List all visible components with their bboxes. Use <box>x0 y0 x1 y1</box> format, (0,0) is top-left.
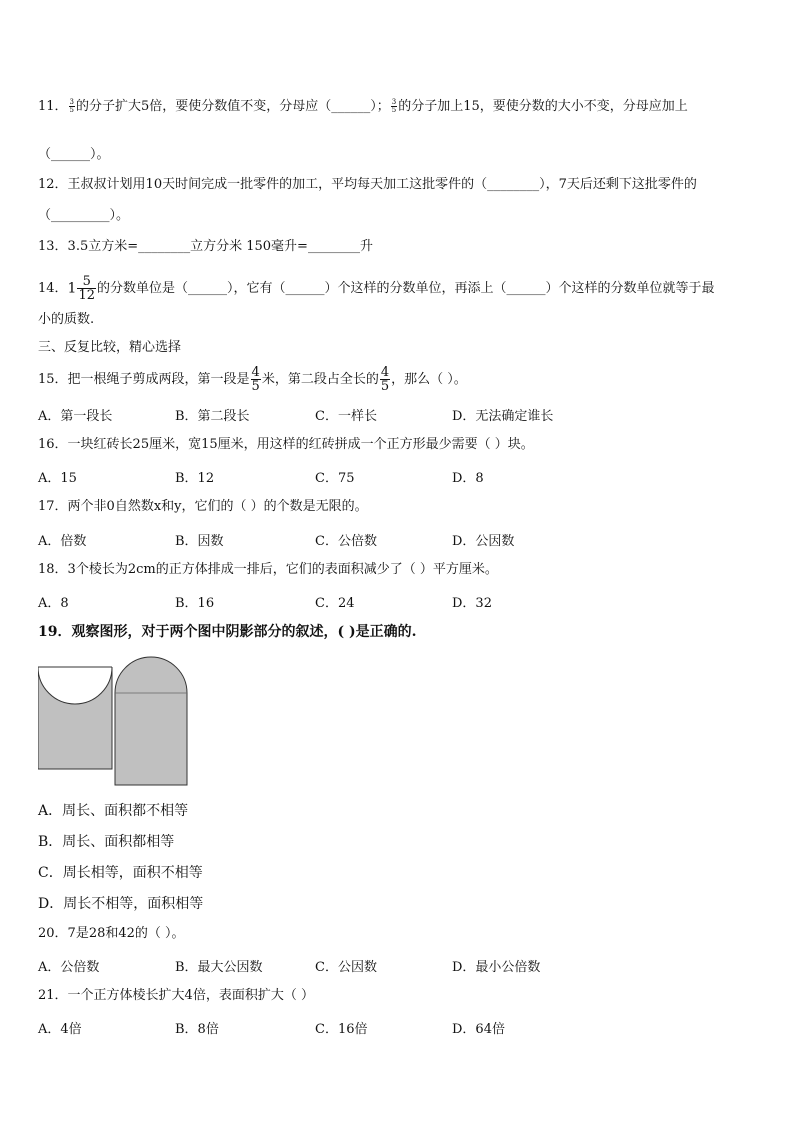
option-a[interactable]: A．第一段长 <box>38 409 113 424</box>
option-b[interactable]: B．16 <box>175 596 215 611</box>
mixed-number-integer: 1 <box>67 280 77 297</box>
question-15-options <box>38 405 778 423</box>
question-21-options <box>38 1018 778 1036</box>
option-c[interactable]: C．16倍 <box>315 1022 368 1037</box>
figure-left-shaded <box>38 667 112 769</box>
question-11-blank-line: （______）。 <box>38 147 110 162</box>
question-14-text-1: 的分数单位是（______），它有（______）个这样的分数单位，再添上（______）个这样的分数单位就等于最 <box>97 281 715 296</box>
fraction-5-12: $\frac{5}{12}$ <box>78 274 96 303</box>
option-d[interactable]: D．无法确定谁长 <box>452 409 554 424</box>
option-b[interactable]: B．8倍 <box>175 1022 219 1037</box>
option-d[interactable]: D．最小公倍数 <box>452 960 541 975</box>
question-15 <box>38 366 467 393</box>
question-18: 18．3个棱长为2cm的正方体排成一排后，它们的表面积减少了（ ）平方厘米。 <box>38 562 498 577</box>
fraction-4-5-second: $\frac{4}{5}$ <box>380 365 390 394</box>
figure-right-shaded <box>115 657 187 785</box>
option-b[interactable]: B．第二段长 <box>175 409 250 424</box>
option-b[interactable]: B．12 <box>175 471 215 486</box>
question-18-options <box>38 592 778 610</box>
question-11-text-2: 的分子加上15，要使分数的大小不变，分母应加上 <box>398 99 688 114</box>
question-17-options <box>38 530 778 548</box>
option-a[interactable]: A．15 <box>38 471 77 486</box>
question-20-options <box>38 956 778 974</box>
question-19-option-a[interactable]: A．周长、面积都不相等 <box>38 803 189 819</box>
option-a[interactable]: A．8 <box>38 596 69 611</box>
question-15-text-0: 15．把一根绳子剪成两段，第一段是 <box>38 372 250 387</box>
option-a[interactable]: A．倍数 <box>38 534 87 549</box>
question-19: 19．观察图形，对于两个图中阴影部分的叙述，( )是正确的. <box>38 624 417 640</box>
question-21: 21．一个正方体棱长扩大4倍，表面积扩大（ ） <box>38 988 314 1003</box>
option-c[interactable]: C．一样长 <box>315 409 377 424</box>
fraction-3-5-second: $\frac{3}{5}$ <box>391 98 397 114</box>
question-19-option-d[interactable]: D．周长不相等，面积相等 <box>38 896 204 912</box>
option-b[interactable]: B．最大公因数 <box>175 960 263 975</box>
option-a[interactable]: A．4倍 <box>38 1022 82 1037</box>
question-11 <box>38 98 688 116</box>
question-16-options <box>38 467 778 485</box>
option-a[interactable]: A．公倍数 <box>38 960 100 975</box>
option-c[interactable]: C．公倍数 <box>315 534 377 549</box>
option-c[interactable]: C．公因数 <box>315 960 377 975</box>
question-14 <box>38 275 715 302</box>
option-c[interactable]: C．24 <box>315 596 355 611</box>
option-d[interactable]: D．公因数 <box>452 534 515 549</box>
option-d[interactable]: D．32 <box>452 596 492 611</box>
question-12-line-1: 12．王叔叔计划用10天时间完成一批零件的加工，平均每天加工这批零件的（________），7天后还剩下这批零件的 <box>38 177 697 192</box>
question-17: 17．两个非0自然数x和y，它们的（ ）的个数是无限的。 <box>38 499 368 514</box>
fraction-4-5: $\frac{4}{5}$ <box>251 365 260 394</box>
question-19-option-b[interactable]: B．周长、面积都相等 <box>38 834 175 850</box>
question-20: 20．7是28和42的（ ）。 <box>38 926 185 941</box>
option-d[interactable]: D．64倍 <box>452 1022 505 1037</box>
section-heading: 三、反复比较，精心选择 <box>38 340 182 355</box>
option-b[interactable]: B．因数 <box>175 534 224 549</box>
question-16: 16．一块红砖长25厘米，宽15厘米，用这样的红砖拼成一个正方形最少需要（ ）块。 <box>38 437 534 452</box>
option-c[interactable]: C．75 <box>315 471 355 486</box>
question-14-number: 14． <box>38 281 68 296</box>
option-d[interactable]: D．8 <box>452 471 484 486</box>
question-15-text-2: ，那么（ ）。 <box>391 372 467 387</box>
question-15-text-1: 米，第二段占全长的 <box>261 372 379 387</box>
fraction-3-5: $\frac{3}{5}$ <box>69 98 75 114</box>
question-13: 13．3.5立方米=________立方分米 150毫升=________升 <box>38 239 373 254</box>
question-11-number: 11． <box>38 99 68 114</box>
shaded-figures <box>38 655 188 787</box>
question-12-line-2: （_________）。 <box>38 208 130 223</box>
question-14-line-2: 小的质数. <box>38 312 95 327</box>
question-19-option-c[interactable]: C．周长相等，面积不相等 <box>38 865 203 881</box>
question-11-text-1: 的分子扩大5倍，要使分数值不变，分母应（______）； <box>76 99 390 114</box>
